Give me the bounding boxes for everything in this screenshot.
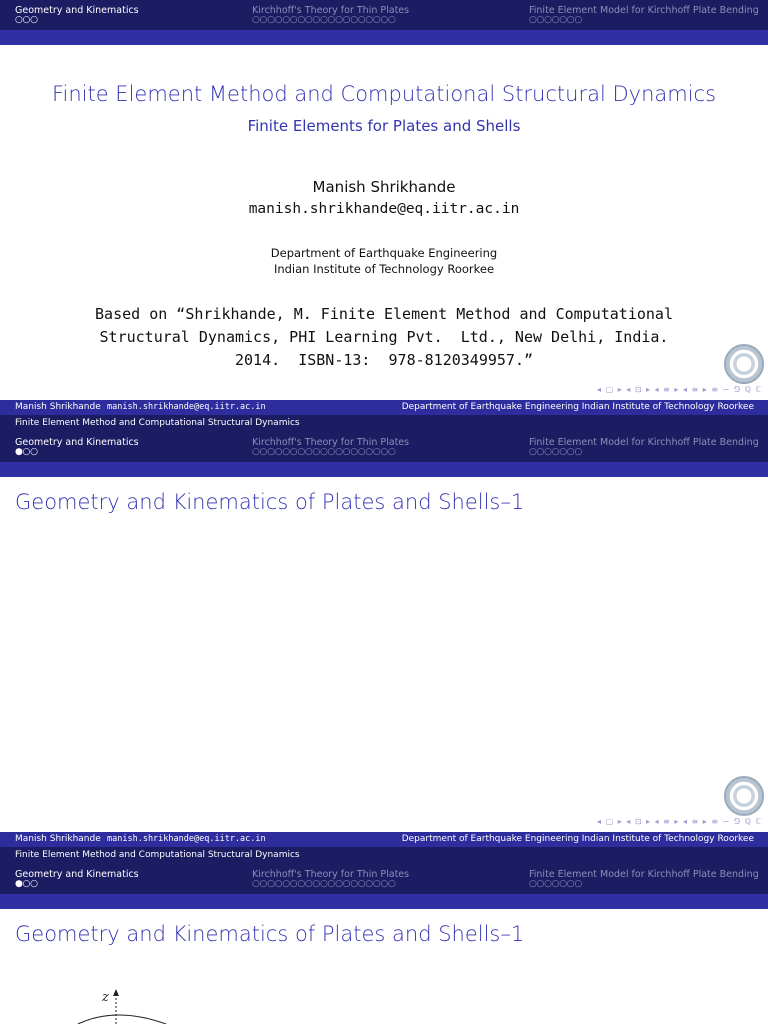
beamer-navigation-symbols[interactable]: ◂ ▢ ▸ ◂ ⊡ ▸ ◂ ≡ ▸ ◂ ≡ ▸ ≡ ∽ ⅁ ℚ ℂ bbox=[597, 385, 762, 394]
nav-section-label: Finite Element Model for Kirchhoff Plate Bending bbox=[529, 869, 759, 880]
shell-surface-curve bbox=[78, 1015, 166, 1024]
footer-author-row bbox=[0, 832, 768, 847]
iitr-logo bbox=[724, 776, 764, 816]
nav-section-dots: ○○○○○○○ bbox=[529, 15, 582, 25]
title-slide bbox=[0, 0, 768, 432]
nav-section-kirchhoff[interactable] bbox=[252, 869, 409, 889]
nav-section-dots: ●○○ bbox=[15, 879, 38, 889]
nav-section-fem-model[interactable] bbox=[529, 5, 759, 25]
footer-author: Manish Shrikhande bbox=[15, 402, 101, 412]
footer-email: manish.shrikhande@eq.iitr.ac.in bbox=[107, 834, 266, 844]
footer-institution: Department of Earthquake Engineering Indian Institute of Technology Roorkee bbox=[401, 402, 754, 412]
nav-section-label: Kirchhoff's Theory for Thin Plates bbox=[252, 869, 410, 880]
nav-section-geometry[interactable] bbox=[15, 5, 139, 25]
nav-section-kirchhoff[interactable] bbox=[252, 5, 409, 25]
header-band bbox=[0, 462, 768, 477]
z-axis-label: z bbox=[102, 990, 109, 1005]
nav-section-dots: ○○○○○○○○○○○○○○○○○○○ bbox=[252, 447, 396, 457]
department: Department of Earthquake Engineering bbox=[270, 246, 498, 260]
citation bbox=[0, 303, 768, 372]
nav-section-geometry[interactable] bbox=[15, 869, 139, 889]
nav-section-label: Finite Element Model for Kirchhoff Plate Bending bbox=[529, 5, 759, 16]
nav-section-label: Geometry and Kinematics bbox=[15, 869, 139, 880]
z-axis-arrowhead bbox=[113, 989, 119, 996]
nav-section-fem-model[interactable] bbox=[529, 437, 759, 457]
footer bbox=[0, 400, 768, 432]
footer-institution: Department of Earthquake Engineering Indian Institute of Technology Roorkee bbox=[401, 834, 754, 844]
header-band bbox=[0, 894, 768, 909]
nav-section-fem-model[interactable] bbox=[529, 869, 759, 889]
footer bbox=[0, 832, 768, 864]
nav-section-label: Finite Element Model for Kirchhoff Plate Bending bbox=[529, 437, 759, 448]
footer-course: Finite Element Method and Computational Structural Dynamics bbox=[15, 850, 300, 860]
presentation-subtitle: Finite Elements for Plates and Shells bbox=[247, 117, 521, 135]
nav-section-dots: ○○○○○○○ bbox=[529, 879, 582, 889]
nav-section-label: Geometry and Kinematics bbox=[15, 5, 139, 16]
nav-section-dots: ○○○ bbox=[15, 15, 38, 25]
nav-section-dots: ○○○○○○○○○○○○○○○○○○○ bbox=[252, 15, 396, 25]
footer-course-row bbox=[0, 415, 768, 432]
footer-author: Manish Shrikhande bbox=[15, 834, 101, 844]
footer-course-row bbox=[0, 847, 768, 864]
author-name: Manish Shrikhande bbox=[312, 178, 456, 196]
frame-title: Geometry and Kinematics of Plates and Shells–1 bbox=[15, 922, 525, 946]
citation-line: Structural Dynamics, PHI Learning Pvt. Ltd., New Delhi, India. bbox=[99, 328, 669, 346]
section-navigation-bar bbox=[0, 432, 768, 462]
section-navigation-bar bbox=[0, 864, 768, 894]
nav-section-geometry[interactable] bbox=[15, 437, 139, 457]
footer-author-row bbox=[0, 400, 768, 415]
iitr-logo bbox=[724, 344, 764, 384]
citation-line: 2014. ISBN-13: 978-8120349957.” bbox=[234, 351, 533, 369]
author-email: manish.shrikhande@eq.iitr.ac.in bbox=[248, 201, 520, 217]
nav-section-dots: ○○○○○○○ bbox=[529, 447, 582, 457]
plate-geometry-figure bbox=[70, 984, 180, 1024]
section-navigation-bar bbox=[0, 0, 768, 30]
nav-section-dots: ●○○ bbox=[15, 447, 38, 457]
slide-geometry-1 bbox=[0, 432, 768, 864]
beamer-navigation-symbols[interactable]: ◂ ▢ ▸ ◂ ⊡ ▸ ◂ ≡ ▸ ◂ ≡ ▸ ≡ ∽ ⅁ ℚ ℂ bbox=[597, 817, 762, 826]
frame-title: Geometry and Kinematics of Plates and Shells–1 bbox=[15, 490, 525, 514]
slide-geometry-1-figure bbox=[0, 864, 768, 1024]
footer-course: Finite Element Method and Computational Structural Dynamics bbox=[15, 418, 300, 428]
nav-section-label: Geometry and Kinematics bbox=[15, 437, 139, 448]
footer-email: manish.shrikhande@eq.iitr.ac.in bbox=[107, 402, 266, 412]
institute: Indian Institute of Technology Roorkee bbox=[273, 262, 495, 276]
citation-line: Based on “Shrikhande, M. Finite Element Method and Computational bbox=[95, 305, 673, 323]
header-band bbox=[0, 30, 768, 45]
nav-section-kirchhoff[interactable] bbox=[252, 437, 409, 457]
nav-section-label: Kirchhoff's Theory for Thin Plates bbox=[252, 5, 410, 16]
presentation-title: Finite Element Method and Computational Structural Dynamics bbox=[51, 82, 717, 106]
nav-section-dots: ○○○○○○○○○○○○○○○○○○○ bbox=[252, 879, 396, 889]
nav-section-label: Kirchhoff's Theory for Thin Plates bbox=[252, 437, 410, 448]
